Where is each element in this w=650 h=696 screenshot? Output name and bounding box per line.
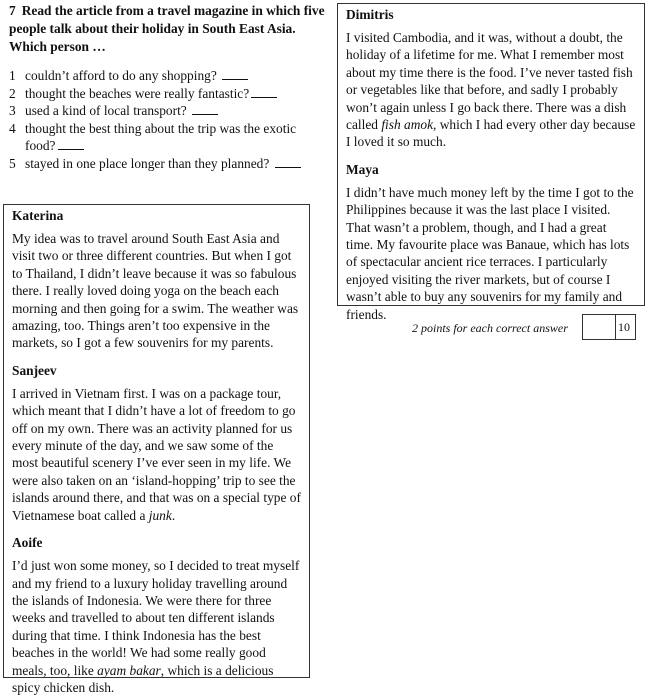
score-divider (615, 315, 616, 339)
question-text: stayed in one place longer than they planned? (25, 155, 270, 171)
question-3 (9, 102, 329, 120)
person-text (12, 385, 301, 524)
question-text: thought the best thing about the trip was the exotic food? (25, 120, 297, 153)
person-name: Maya (346, 161, 379, 177)
person-maya (338, 159, 644, 323)
answer-blank-3[interactable] (192, 103, 218, 115)
person-text: I didn’t have much money left by the time I got to the Philippines because it was the last place I visited. That wasn’t a problem, though, and I had a great time. My favourite place was Banaue, which has lots of spectacular ancient rice terraces. I particularly enjoyed visiting the river markets, but of course I wasn’t able to buy any souvenirs for my family and friends. (346, 184, 634, 322)
task-instruction (9, 2, 327, 56)
question-1 (9, 67, 329, 85)
text-segment: I’d just won some money, so I decided to treat myself and my friend to a luxury holiday travelling around the islands of Indonesia. We were there for three weeks and travelled to about ten different islands during that time. I think Indonesia has the best beaches in the world! We had some really good meals, too, like (12, 558, 300, 678)
max-score: 10 (618, 320, 630, 334)
question-number: 2 (9, 85, 16, 101)
person-sanjeev (4, 360, 309, 524)
question-number: 4 (9, 120, 16, 136)
question-4 (9, 120, 329, 155)
article-box-left (3, 204, 310, 695)
person-katerina (4, 205, 309, 352)
question-number: 5 (9, 155, 16, 171)
italic-term: junk (148, 507, 172, 523)
question-list (9, 67, 329, 172)
text-segment: I arrived in Vietnam first. I was on a package tour, which meant that I didn’t have a lot of freedom to go off on my own. There was an activity planned for us every minute of the day, and we saw some of the most beautiful scenery I’ve ever seen in my life. We were also taken on an ‘island-hopping’ trip to see the islands around there, and that was on a special type of Vietnamese boat called a (12, 385, 301, 523)
points-note: 2 points for each correct answer (412, 321, 568, 335)
question-2 (9, 85, 329, 103)
question-text: couldn’t afford to do any shopping? (25, 68, 217, 83)
person-name: Katerina (12, 208, 64, 223)
question-5 (9, 155, 329, 173)
text-segment: . (171, 507, 176, 523)
score-box (582, 314, 636, 340)
person-text (346, 29, 636, 151)
person-name: Sanjeev (12, 362, 57, 378)
italic-term: ayam bakar (97, 662, 161, 678)
question-text: thought the beaches were really fantastic? (25, 85, 250, 101)
person-name: Dimitris (346, 7, 394, 22)
question-text: used a kind of local transport? (25, 103, 187, 118)
task-instruction-text: Read the article from a travel magazine in which five people talk about their holiday in South East Asia. Which person … (9, 3, 325, 54)
answer-blank-5[interactable] (275, 156, 301, 168)
answer-blank-4[interactable] (58, 138, 84, 150)
person-dimitris (338, 4, 644, 151)
person-text: My idea was to travel around South East Asia and visit two or three different countries. But when I got to Thailand, I didn’t leave because it was so fabulous there. I really loved doing yoga on the beach each morning and then going for a swim. The weather was amazing, too. Things aren’t too expensive in the markets, so I got a few souvenirs for my parents. (12, 231, 299, 351)
person-text (12, 557, 301, 696)
article-box-right (337, 3, 645, 322)
task-number: 7 (9, 3, 16, 18)
question-number: 1 (9, 68, 16, 83)
text-segment: , which I had every other day because I loved it so much. (346, 117, 636, 150)
person-aoife (4, 532, 309, 696)
text-segment: I visited Cambodia, and it was, without a doubt, the holiday of a lifetime for me. What I remember most about my time there is the food. I’ve never tasted fish or vegetables like that before, and sadly I probably won’t again unless I go back there. There was a dish called (346, 30, 633, 133)
question-number: 3 (9, 103, 16, 118)
person-name: Aoife (12, 535, 43, 551)
answer-blank-2[interactable] (251, 86, 277, 98)
italic-term: fish amok (381, 117, 434, 133)
text-segment: , which is a delicious spicy chicken dish. (12, 662, 274, 695)
answer-blank-1[interactable] (222, 68, 248, 80)
